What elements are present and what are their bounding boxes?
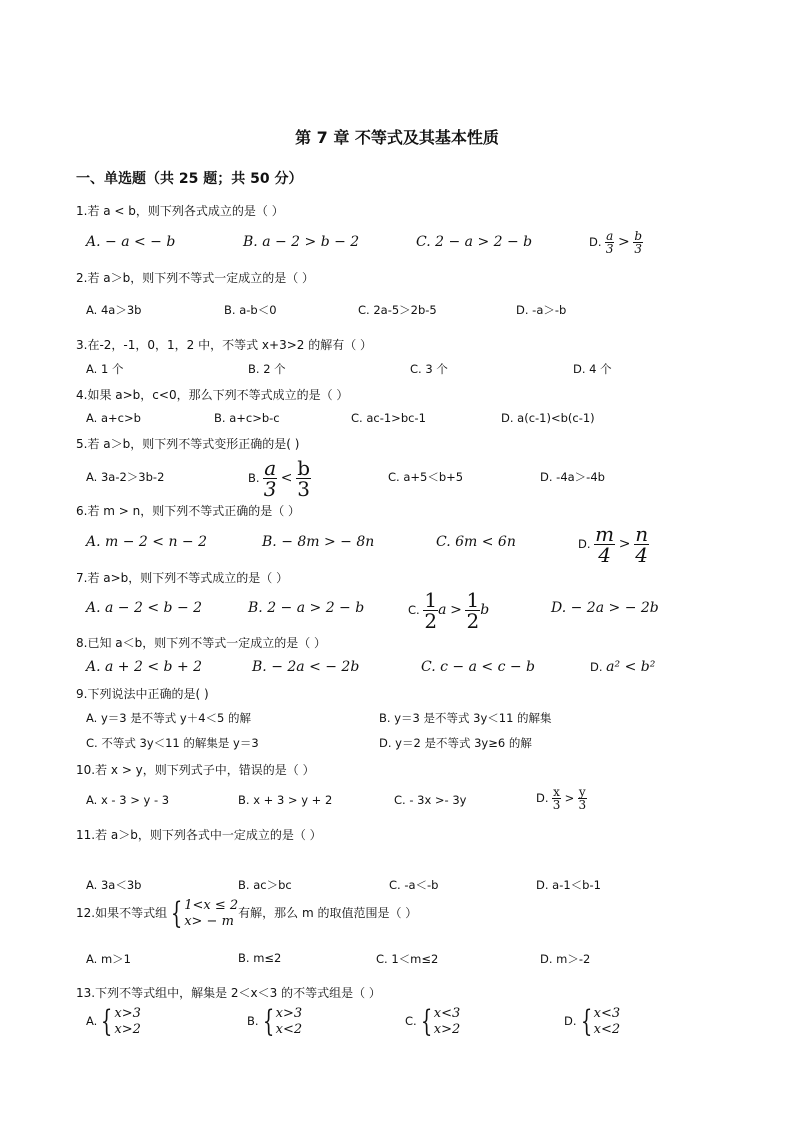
q13-option-b[interactable] [247,1003,303,1039]
question-10-stem: 10.若 x > y，则下列式子中，错误的是（ ） [76,763,315,777]
q8-option-d[interactable] [590,659,655,675]
q1-option-d[interactable] [589,230,643,255]
q4-option-b[interactable]: B. a+c>b-c [214,411,280,425]
q6-option-b[interactable]: B. − 8m > − 8n [262,534,375,550]
question-11-stem: 11.若 a＞b，则下列各式中一定成立的是（ ） [76,828,322,842]
math-expression: a² < b² [606,659,656,675]
system-line-2: x<2 [593,1021,621,1037]
inequality-system [167,895,239,931]
question-1-stem: 1.若 a < b，则下列各式成立的是（ ） [76,204,284,218]
brace-icon: { [170,895,183,931]
option-letter: D. [536,791,549,805]
q5-option-a[interactable]: A. 3a-2＞3b-2 [86,470,165,484]
fraction-denominator: 3 [605,242,614,256]
section-heading: 一、单选题（共 25 题；共 50 分） [76,171,303,187]
q4-option-c[interactable]: C. ac-1>bc-1 [351,411,426,425]
fraction-denominator: 3 [578,798,587,812]
q1-option-b[interactable]: B. a − 2 > b − 2 [243,234,360,250]
page-title: 第 7 章 不等式及其基本性质 [295,128,499,147]
question-12-stem [76,895,418,931]
q3-option-d[interactable]: D. 4 个 [573,362,612,376]
q8-option-c[interactable]: C. c − a < c − b [421,659,535,675]
q9-option-c[interactable]: C. 不等式 3y＜11 的解集是 y＝3 [86,736,259,750]
system-line-2: x>2 [114,1021,141,1037]
system-line-2: x> − m [184,913,234,929]
q2-option-c[interactable]: C. 2a-5＞2b-5 [358,303,437,317]
q10-option-b[interactable]: B. x + 3 > y + 2 [238,793,333,807]
q6-option-d[interactable] [578,524,649,565]
system-line-1: x<3 [593,1006,621,1021]
fraction-numerator: 1 [466,588,480,612]
fraction-numerator: b [297,456,310,480]
fraction-denominator: 4 [598,543,612,567]
brace-icon: { [101,1003,113,1039]
q11-option-d[interactable]: D. a-1＜b-1 [536,878,601,892]
question-4-stem: 4.如果 a>b，c<0，那么下列不等式成立的是（ ） [76,388,349,402]
system-line-1: x>3 [275,1006,303,1021]
option-letter: C. [408,603,420,617]
q10-option-d[interactable] [536,786,587,811]
q12-option-a[interactable]: A. m＞1 [86,952,131,966]
fraction-numerator: a [264,456,277,480]
inequality-sign: > [564,791,575,805]
brace-icon: { [262,1003,274,1039]
question-2-stem: 2.若 a＞b，则下列不等式一定成立的是（ ） [76,271,315,285]
inequality-sign: > [617,234,630,250]
q2-option-a[interactable]: A. 4a＞3b [86,303,142,317]
q10-option-c[interactable]: C. - 3x >- 3y [394,793,467,807]
q10-option-a[interactable]: A. x - 3 > y - 3 [86,793,170,807]
inequality-sign: > [450,602,462,618]
system-line-2: x<2 [275,1021,303,1037]
q3-option-a[interactable]: A. 1 个 [86,362,124,376]
fraction-numerator: 1 [424,588,438,612]
variable: a [438,602,447,618]
option-letter: B. [248,471,260,485]
q9-option-d[interactable]: D. y＝2 是不等式 3y≥6 的解 [379,736,532,750]
q3-option-b[interactable]: B. 2 个 [248,362,286,376]
q9-option-a[interactable]: A. y＝3 是不等式 y＋4＜5 的解 [86,711,252,725]
option-letter: D. [589,235,602,249]
fraction-numerator: a [606,229,614,243]
q12-option-d[interactable]: D. m＞-2 [540,952,591,966]
q9-option-b[interactable]: B. y＝3 是不等式 3y＜11 的解集 [379,711,552,725]
q3-option-c[interactable]: C. 3 个 [410,362,448,376]
q7-option-b[interactable]: B. 2 − a > 2 − b [248,600,365,616]
q5-option-b[interactable] [248,458,311,499]
q12-option-c[interactable]: C. 1＜m≤2 [376,952,439,966]
fraction-denominator: 3 [552,798,561,812]
fraction-numerator: x [553,785,560,799]
system-line-1: x<3 [433,1006,461,1021]
fraction-denominator: 2 [424,609,438,633]
q8-option-a[interactable]: A. a + 2 < b + 2 [86,659,203,675]
q12-option-b[interactable]: B. m≤2 [238,951,282,965]
stem-text: 12.如果不等式组 [76,906,168,921]
option-letter: D. [590,660,603,674]
question-8-stem: 8.已知 a＜b，则下列不等式一定成立的是（ ） [76,636,327,650]
q6-option-a[interactable]: A. m − 2 < n − 2 [86,534,208,550]
q13-option-c[interactable] [405,1003,461,1039]
stem-tail: 有解，那么 m 的取值范围是（ ） [238,906,418,921]
option-letter: B. [247,1014,259,1029]
q11-option-a[interactable]: A. 3a＜3b [86,878,142,892]
fraction-denominator: 4 [635,543,648,567]
q11-option-c[interactable]: C. -a＜-b [389,878,439,892]
q6-option-c[interactable]: C. 6m < 6n [436,534,516,550]
question-9-stem: 9.下列说法中正确的是( ) [76,687,209,701]
question-7-stem: 7.若 a>b，则下列不等式成立的是（ ） [76,571,289,585]
fraction-denominator: 2 [466,609,480,633]
question-3-stem: 3.在-2，-1，0，1，2 中，不等式 x+3>2 的解有（ ） [76,338,373,352]
q5-option-d[interactable]: D. -4a＞-4b [540,470,605,484]
fraction-denominator: 3 [634,242,643,256]
brace-icon: { [420,1003,432,1039]
q4-option-a[interactable]: A. a+c>b [86,411,141,425]
option-letter: D. [564,1014,577,1029]
fraction-denominator: 3 [263,477,277,501]
fraction-numerator: b [634,229,643,243]
option-letter: D. [578,537,591,551]
question-5-stem: 5.若 a＞b，则下列不等式变形正确的是( ) [76,437,300,451]
q11-option-b[interactable]: B. ac＞bc [238,878,292,892]
q4-option-d[interactable]: D. a(c-1)<b(c-1) [501,411,595,425]
q1-option-c[interactable]: C. 2 − a > 2 − b [416,234,533,250]
fraction-numerator: n [635,522,649,546]
inequality-sign: < [280,470,293,486]
system-line-1: 1<x ≤ 2 [184,898,239,913]
q8-option-b[interactable]: B. − 2a < − 2b [252,659,360,675]
q1-option-a[interactable]: A. − a < − b [86,234,176,250]
question-6-stem: 6.若 m > n，则下列不等式正确的是（ ） [76,504,301,518]
q13-option-d[interactable] [564,1003,621,1039]
system-line-1: x>3 [114,1006,141,1021]
system-line-2: x>2 [433,1021,461,1037]
q7-option-c[interactable] [408,590,489,631]
fraction-numerator: y [578,785,586,799]
q5-option-c[interactable]: C. a+5＜b+5 [388,470,464,484]
option-letter: C. [405,1014,417,1029]
fraction-numerator: m [595,522,615,546]
q7-option-d[interactable]: D. − 2a > − 2b [551,600,659,616]
option-letter: A. [86,1014,98,1029]
fraction-denominator: 3 [297,477,310,501]
variable: b [480,602,490,618]
brace-icon: { [580,1003,592,1039]
q7-option-a[interactable]: A. a − 2 < b − 2 [86,600,203,616]
q2-option-b[interactable]: B. a-b＜0 [224,303,277,317]
q2-option-d[interactable]: D. -a＞-b [516,303,567,317]
inequality-sign: > [618,536,631,552]
question-13-stem: 13.下列不等式组中，解集是 2＜x＜3 的不等式组是（ ） [76,986,381,1000]
q13-option-a[interactable] [86,1003,141,1039]
